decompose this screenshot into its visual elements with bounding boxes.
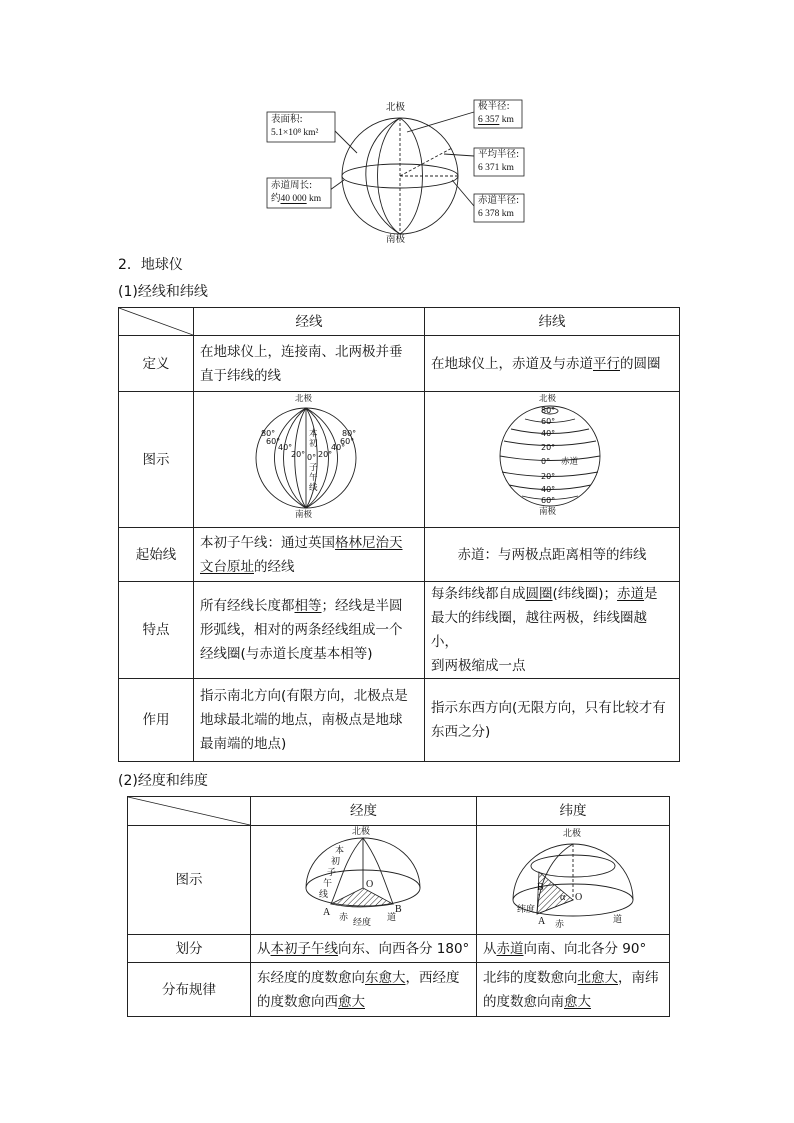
equator-length-number: 40 000 [280, 194, 307, 204]
equator-length-unit: km [306, 194, 322, 204]
mean-radius-label: 平均半径: [478, 149, 520, 160]
header-meridian: 经线 [194, 308, 425, 336]
header-longitude: 经度 [251, 797, 477, 826]
text-line: 形弧线，相对的两条经线组成一个 [200, 622, 403, 638]
header-latitude: 纬度 [477, 797, 670, 826]
prime-char: 本 [335, 846, 345, 856]
lon-l20: 20° [291, 450, 306, 459]
north-pole-label: 北极 [386, 102, 406, 113]
underlined-text: 东愈大 [365, 969, 406, 986]
table-row [119, 308, 680, 336]
subsection-title-2: (2)经度和纬度 [118, 773, 208, 789]
equator-char: 赤 [339, 913, 349, 923]
longitude-hemisphere [251, 826, 476, 934]
latitude-hemisphere-drawing [477, 826, 669, 934]
text-span: 东经度的度数愈向 [257, 969, 365, 986]
text-span: ，南纬 [618, 969, 659, 986]
longitude-division [251, 935, 477, 963]
point-a: A [323, 907, 331, 918]
lat-n20: 20° [541, 443, 556, 452]
surface-area-label: 表面积: [271, 114, 303, 125]
table-row [119, 679, 680, 762]
meridian-feature [194, 582, 425, 679]
lon-r80: 80° [342, 429, 357, 438]
row-label-function: 作用 [119, 679, 194, 762]
text-span: 向东、向西各分 180° [338, 940, 470, 957]
meridian-globe [194, 392, 424, 527]
equator-length-prefix: 约 [271, 194, 281, 204]
diagonal-line [119, 308, 193, 335]
lat-s20: 20° [541, 472, 556, 481]
text-line: 东西之分) [431, 724, 491, 740]
text-span: 的经线 [254, 558, 295, 575]
table-row [128, 963, 670, 1017]
lon-r60: 60° [340, 437, 355, 446]
header-corner [128, 797, 251, 826]
point-b: B [395, 904, 402, 915]
text-span: 从 [257, 940, 271, 957]
latitude-division [477, 935, 670, 963]
south-label: 南极 [295, 510, 313, 520]
polar-radius-number: 6 357 [478, 115, 500, 125]
meridian-function [194, 679, 425, 762]
north-label: 北极 [295, 394, 313, 404]
text-span: ，西经度 [405, 969, 460, 986]
equatorial-radius-value: 6 378 km [478, 209, 514, 219]
table-row [128, 826, 670, 935]
mean-radius-value: 6 371 km [478, 163, 514, 173]
meridian-start-line [194, 528, 425, 582]
text-line: 直于纬线的线 [200, 367, 281, 384]
meridian-diagram-cell [194, 392, 425, 528]
parallel-feature [425, 582, 680, 679]
parallel-function [425, 679, 680, 762]
parallel-start-line: 赤道：与两极点距离相等的纬线 [425, 528, 680, 582]
underlined-text: 文台原址 [200, 558, 254, 575]
underlined-text: 相等 [294, 598, 322, 614]
polar-radius-label: 极半径: [478, 101, 510, 112]
underlined-text: 格林尼治天 [335, 534, 403, 551]
lon-l60: 60° [266, 437, 281, 446]
latitude-deg-label: 纬度 [517, 905, 536, 915]
lat-n60: 60° [541, 417, 556, 426]
equator-length-label: 赤道周长: [271, 180, 313, 191]
prime-char: 线 [319, 890, 329, 900]
equator-char: 赤 [555, 920, 565, 930]
meridian-definition [194, 336, 425, 392]
longitude-distribution [251, 963, 477, 1017]
text-line: 指示东西方向(无限方向，只有比较才有 [431, 700, 666, 716]
polar-radius-value [478, 114, 514, 126]
header-corner [119, 308, 194, 336]
text-line: 到两极缩成一点 [431, 658, 526, 674]
prime-char: 子 [327, 868, 337, 878]
prime-meridian-char: 线 [309, 483, 318, 493]
polar-radius-unit: km [499, 115, 514, 125]
text-span: 从 [483, 940, 497, 957]
lat-s40: 40° [541, 485, 556, 494]
south-label: 南极 [539, 507, 557, 517]
parallel-globe [425, 392, 679, 527]
text-span: (纬线圈)； [552, 586, 618, 602]
equator-label: 赤道 [561, 457, 579, 467]
text-span: 所有经线长度都 [200, 598, 295, 614]
text-span: 的度数愈向南 [483, 993, 564, 1010]
lon-l0: 0° [307, 453, 317, 462]
north-label: 北极 [352, 827, 371, 837]
equator-char: 道 [613, 915, 623, 925]
point-a: A [538, 916, 546, 927]
longitude-latitude-table [127, 796, 670, 1017]
table-row [119, 528, 680, 582]
text-span: 每条纬线都自成 [431, 586, 526, 602]
text-line: 最大的纬线圈，越往两极，纬线圈越小， [431, 610, 647, 650]
table-row [119, 392, 680, 528]
latitude-diagram-cell [477, 826, 670, 935]
table-row [128, 797, 670, 826]
section-title: 2．地球仪 [118, 257, 183, 273]
alpha-symbol: α [560, 892, 566, 903]
text-line: 地球最北端的地点，南极点是地球 [200, 712, 403, 728]
lat-n40: 40° [541, 429, 556, 438]
text-line: 指示南北方向(有限方向，北极点是 [200, 688, 408, 704]
header-parallel: 纬线 [425, 308, 680, 336]
row-label-distribution: 分布规律 [128, 963, 251, 1017]
meridian-parallel-table [118, 307, 680, 762]
parallel-definition [425, 336, 680, 392]
lat-eq0: 0° [541, 457, 551, 466]
text-span: 是 [644, 586, 658, 602]
diagonal-line [128, 797, 250, 825]
prime-char: 初 [331, 857, 341, 867]
text-span: 的度数愈向西 [257, 993, 338, 1010]
equator-char: 道 [387, 913, 397, 923]
underlined-text: 平行 [593, 355, 620, 372]
north-label: 北极 [539, 394, 557, 404]
lon-r40: 40° [331, 443, 346, 452]
prime-char: 午 [323, 879, 333, 889]
row-label-definition: 定义 [119, 336, 194, 392]
table-row [128, 935, 670, 963]
prime-meridian-char: 子 [309, 463, 318, 473]
underlined-text: 圆圈 [525, 586, 553, 602]
underlined-text: 赤道 [496, 940, 524, 957]
equatorial-radius-label: 赤道半径: [478, 195, 520, 206]
point-b: B [537, 882, 544, 893]
text-span: 在地球仪上，赤道及与赤道 [431, 355, 593, 372]
lat-s60: 60° [541, 496, 556, 505]
underlined-text: 愈大 [338, 993, 365, 1010]
text-span: 向南、向北各分 90° [523, 940, 647, 957]
latitude-distribution [477, 963, 670, 1017]
north-label: 北极 [563, 829, 582, 839]
row-label-division: 划分 [128, 935, 251, 963]
underlined-text: 北愈大 [577, 969, 618, 986]
text-span: 北纬的度数愈向 [483, 969, 578, 986]
point-o: O [366, 879, 374, 890]
point-o: O [575, 892, 583, 903]
text-span: 的圆圈 [620, 355, 661, 372]
lon-l40: 40° [278, 443, 293, 452]
surface-area-value: 5.1×10⁸ km² [271, 128, 319, 138]
underlined-text: 本初子午线 [270, 940, 338, 957]
row-label-feature: 特点 [119, 582, 194, 679]
underlined-text: 赤道 [617, 586, 645, 602]
text-line: 经线圈(与赤道长度基本相等) [200, 646, 373, 662]
underlined-text: 愈大 [564, 993, 591, 1010]
longitude-deg-label: 经度 [353, 918, 372, 928]
row-label-diagram: 图示 [128, 826, 251, 935]
latitude-hemisphere [477, 826, 669, 934]
text-span: 本初子午线：通过英国 [200, 534, 335, 551]
row-label-diagram: 图示 [119, 392, 194, 528]
subsection-title-1: (1)经线和纬线 [118, 284, 208, 300]
south-pole-label: 南极 [386, 234, 406, 245]
prime-meridian-char: 午 [309, 473, 318, 483]
table-row [119, 582, 680, 679]
prime-meridian-char: 本 [309, 429, 318, 439]
lon-l80: 80° [261, 429, 276, 438]
text-span: ；经线是半圆 [321, 598, 403, 614]
longitude-diagram-cell [251, 826, 477, 935]
lon-r20: 20° [318, 450, 333, 459]
lat-n80: 80° [541, 406, 556, 415]
table-row [119, 336, 680, 392]
parallel-diagram-cell [425, 392, 680, 528]
earth-figure [262, 98, 532, 248]
text-line: 最南端的地点) [200, 736, 287, 752]
prime-meridian-char: 初 [309, 439, 318, 449]
text-line: 在地球仪上，连接南、北两极并垂 [200, 343, 403, 360]
row-label-start-line: 起始线 [119, 528, 194, 582]
equator-length-value [271, 193, 321, 205]
